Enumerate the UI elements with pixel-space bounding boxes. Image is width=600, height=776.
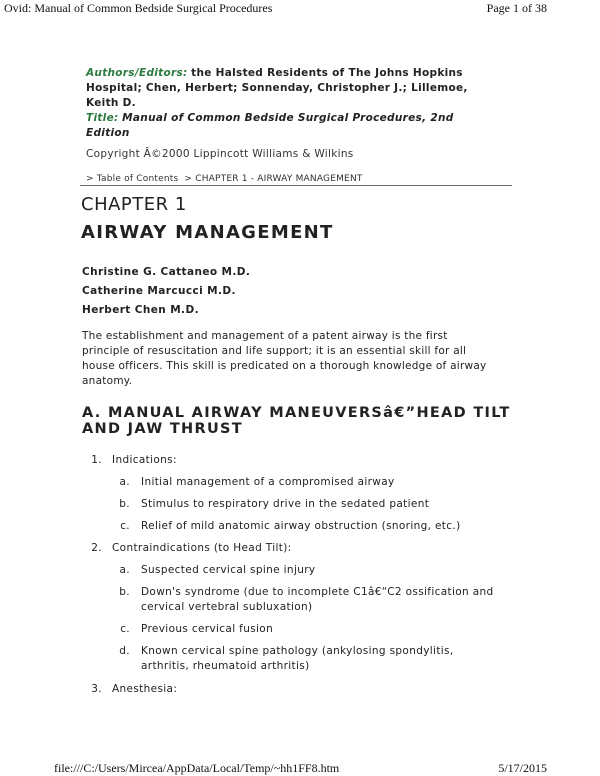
title-value-2: Edition [86, 127, 130, 139]
chapter-authors [82, 266, 250, 323]
authors-editors-line [86, 66, 506, 111]
intro-line: principle of resuscitation and life support; it is an essential skill for all [82, 345, 467, 357]
title-label: Title: [86, 112, 119, 124]
list-subitem-letter: b. [119, 586, 130, 598]
list-subitem-text: Previous cervical fusion [141, 623, 274, 635]
document-metadata [86, 66, 506, 187]
intro-line: The establishment and management of a patent airway is the first [82, 330, 448, 342]
title-line [86, 111, 506, 141]
authors-value-1: the Halsted Residents of The Johns Hopkins [191, 67, 463, 79]
copyright: Copyright Â©2000 Lippincott Williams & Wilkins [86, 148, 354, 160]
section-a-heading-line: AND JAW THRUST [82, 421, 243, 437]
section-a-heading-line: A. MANUAL AIRWAY MANEUVERSâ€”HEAD TILT [82, 405, 511, 421]
chapter-author: Christine G. Cattaneo M.D. [82, 266, 251, 278]
footer-date: 5/17/2015 [498, 761, 547, 775]
list-subitem-letter: d. [119, 645, 130, 657]
list-subitem-text: Known cervical spine pathology (ankylosing spondylitis, [141, 645, 454, 657]
list-item-number: 3. [91, 683, 102, 695]
list-subitem-text: Relief of mild anatomic airway obstruction (snoring, etc.) [141, 520, 461, 532]
list-subitem-letter: a. [119, 476, 130, 488]
list-item-label: Anesthesia: [112, 683, 178, 695]
list-subitem-letter: b. [119, 498, 130, 510]
list-subitem-text: Suspected cervical spine injury [141, 564, 316, 576]
intro-line: house officers. This skill is predicated on a thorough knowledge of airway [82, 360, 487, 372]
title-value-1: Manual of Common Bedside Surgical Procedures, 2nd [122, 112, 454, 124]
list-subitem-text: arthritis, rheumatoid arthritis) [141, 660, 310, 672]
list-subitem-text: cervical vertebral subluxation) [141, 601, 313, 613]
chapter-title: AIRWAY MANAGEMENT [81, 222, 334, 243]
list-item-number: 1. [91, 454, 102, 466]
list-subitem-letter: a. [119, 564, 130, 576]
footer-file-path: file:///C:/Users/Mircea/AppData/Local/Temp/~hh1FF8.htm [54, 761, 340, 775]
list-subitem-text: Down's syndrome (due to incomplete C1â€“C2 ossification and [141, 586, 494, 598]
breadcrumb-table-of-contents[interactable]: > Table of Contents [86, 174, 179, 184]
list-subitem-letter: c. [120, 623, 130, 635]
intro-line: anatomy. [82, 375, 133, 387]
breadcrumb-chapter[interactable]: > CHAPTER 1 - AIRWAY MANAGEMENT [184, 174, 363, 184]
authors-label: Authors/Editors: [86, 67, 188, 79]
authors-value-3: Keith D. [86, 97, 136, 109]
list-subitem-text: Stimulus to respiratory drive in the sedated patient [141, 498, 430, 510]
chapter-label: CHAPTER 1 [81, 194, 187, 215]
divider [80, 185, 512, 186]
chapter-author: Catherine Marcucci M.D. [82, 285, 236, 297]
header-document-title: Ovid: Manual of Common Bedside Surgical Procedures [4, 1, 273, 15]
print-header [0, 0, 600, 18]
list-item-label: Contraindications (to Head Tilt): [112, 542, 292, 554]
list-item-label: Indications: [112, 454, 177, 466]
intro-paragraph [82, 329, 502, 389]
list-subitem-letter: c. [120, 520, 130, 532]
list-subitem-text: Initial management of a compromised airway [141, 476, 395, 488]
chapter-author: Herbert Chen M.D. [82, 304, 199, 316]
header-page-number: Page 1 of 38 [486, 1, 547, 15]
section-a-heading [82, 405, 522, 437]
authors-value-2: Hospital; Chen, Herbert; Sonnenday, Christopher J.; Lillemoe, [86, 82, 468, 94]
list-item-number: 2. [91, 542, 102, 554]
